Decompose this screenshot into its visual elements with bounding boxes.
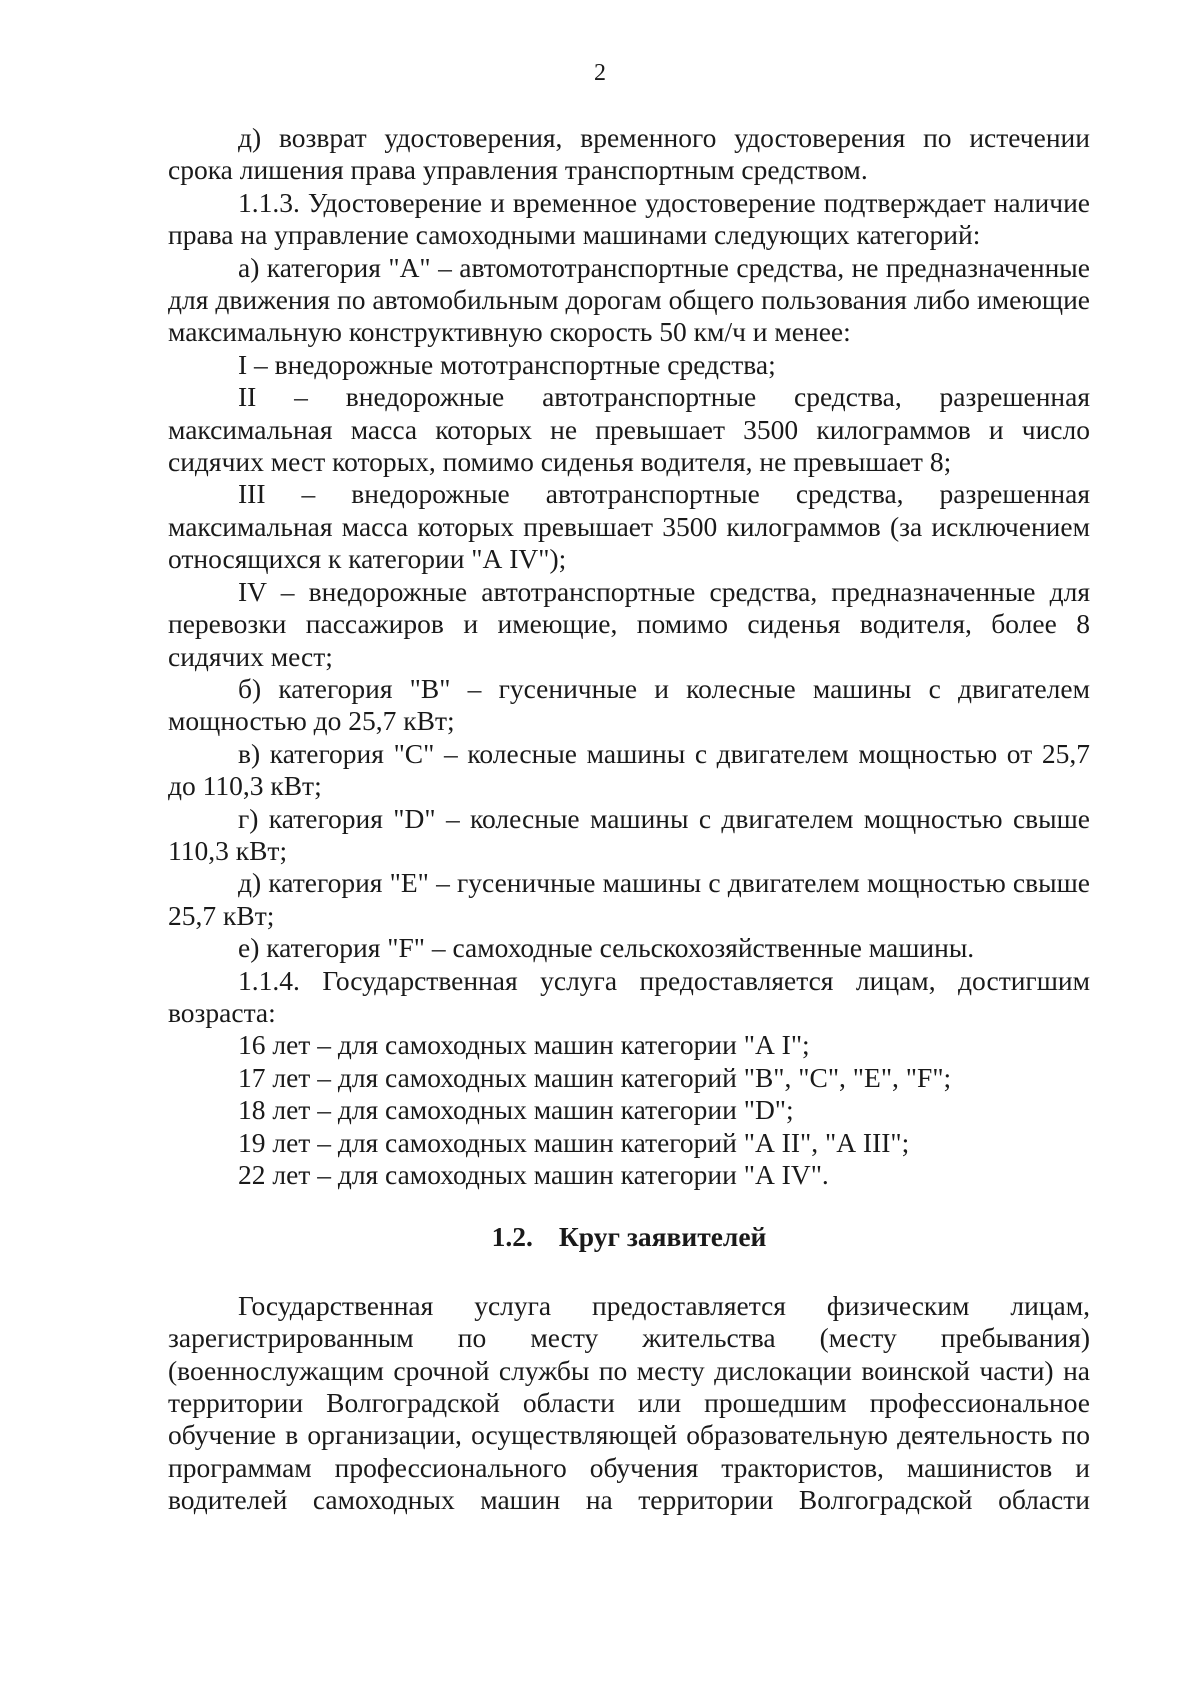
paragraph-category-a-ii: II – внедорожные автотранспортные средства, разрешенная максимальная масса которых не превышает 3500 килограммов и число сидячих мест которых, помимо сиденья водителя, не превышает 8;: [168, 381, 1090, 478]
paragraph-category-a-iv: IV – внедорожные автотранспортные средства, предназначенные для перевозки пассажиров и имеющие, помимо сиденья водителя, более 8 сидячих мест;: [168, 575, 1090, 672]
section-title: Круг заявителей: [558, 1221, 767, 1253]
paragraph-category-a-iii: III – внедорожные автотранспортные средства, разрешенная максимальная масса которых превышает 3500 килограммов (за исключением относящихся к категории "А IV");: [168, 478, 1090, 575]
paragraph-1-1-4: 1.1.4. Государственная услуга предоставляется лицам, достигшим возраста:: [168, 964, 1090, 1028]
paragraph-applicants: Государственная услуга предоставляется физическим лицам, зарегистрированным по месту жительства (месту пребывания) (военнослужащим срочной службы по месту дислокации воинской части) на территории Волгоградской области или прошедшим профессиональное обучение в организации, осуществляющей образовательную деятельность по программам профессионального обучения трактористов, машинистов и водителей самоходных машин на территории Волгоградской области: [168, 1289, 1090, 1516]
paragraph-category-e: д) категория "Е" – гусеничные машины с двигателем мощностью свыше 25,7 кВт;: [168, 867, 1090, 931]
page-number: 2: [594, 60, 606, 86]
paragraph-category-d: г) категория "D" – колесные машины с двигателем мощностью свыше 110,3 кВт;: [168, 802, 1090, 866]
paragraph-1-1-3: 1.1.3. Удостоверение и временное удостоверение подтверждает наличие права на управление самоходными машинами следующих категорий:: [168, 186, 1090, 251]
paragraph-category-f: е) категория "F" – самоходные сельскохозяйственные машины.: [238, 932, 975, 964]
age-item: 16 лет – для самоходных машин категории "А I";: [238, 1029, 810, 1061]
age-item: 19 лет – для самоходных машин категорий "А II", "А III";: [238, 1126, 910, 1158]
paragraph-return-license: д) возврат удостоверения, временного удостоверения по истечении срока лишения права управления транспортным средством.: [168, 122, 1090, 186]
paragraph-category-c: в) категория "С" – колесные машины с двигателем мощностью от 25,7 до 110,3 кВт;: [168, 737, 1090, 802]
age-item: 22 лет – для самоходных машин категории "А IV".: [238, 1159, 829, 1190]
paragraph-category-b: б) категория "В" – гусеничные и колесные машины с двигателем мощностью до 25,7 кВт;: [168, 672, 1090, 737]
section-heading: [168, 1221, 1090, 1253]
age-item: 18 лет – для самоходных машин категории "D";: [238, 1094, 794, 1126]
age-item: 17 лет – для самоходных машин категорий "В", "С", "Е", "F";: [238, 1061, 952, 1093]
paragraph-category-a-i: I – внедорожные мототранспортные средства;: [238, 348, 776, 380]
paragraph-category-a: а) категория "А" – автомототранспортные средства, не предназначенные для движения по автомобильным дорогам общего пользования либо имеющие максимальную конструктивную скорость 50 км/ч и менее:: [168, 251, 1090, 348]
document-body: [168, 122, 1090, 1517]
section-number: 1.2.: [491, 1221, 533, 1253]
